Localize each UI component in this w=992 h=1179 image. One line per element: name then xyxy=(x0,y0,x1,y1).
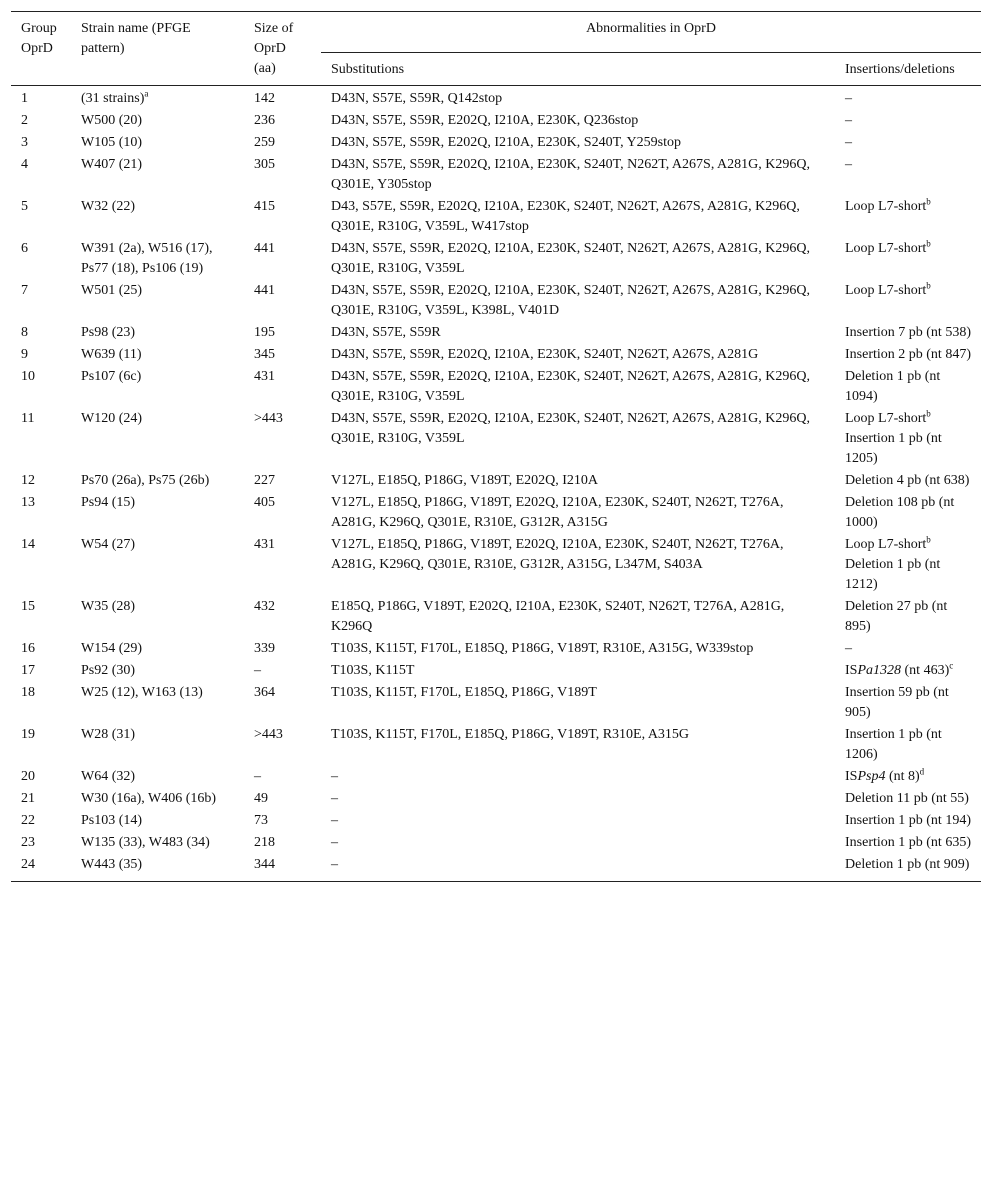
cell-size: 236 xyxy=(254,113,275,128)
cell-strain: W25 (12), W163 (13) xyxy=(81,685,203,700)
table-row xyxy=(11,238,981,280)
cell-group: 21 xyxy=(21,791,35,806)
cell-substitutions: V127L, E185Q, P186G, V189T, E202Q, I210A xyxy=(331,473,599,488)
cell-strain: Ps94 (15) xyxy=(81,495,136,510)
cell-strain: W154 (29) xyxy=(81,641,143,656)
footnote-marker: b xyxy=(926,238,931,249)
header-abnormalities: Abnormalities in OprD xyxy=(321,12,981,53)
cell-strain: W639 (11) xyxy=(81,347,142,362)
cell-substitutions: D43N, S57E, S59R, E202Q, I210A, E230K, S240T, N262T, A267S, A281G, K296Q, Q301E, R310G, V359L xyxy=(331,411,810,446)
cell-indel: Deletion 1 pb (nt 1094) xyxy=(845,369,941,404)
cell-strain: W120 (24) xyxy=(81,411,143,426)
table-row xyxy=(11,344,981,366)
cell-substitutions: D43N, S57E, S59R, E202Q, I210A, E230K, S240T, N262T, A267S, A281G, K296Q, Q301E, R310G, V359L xyxy=(331,369,810,404)
cell-substitutions: D43N, S57E, S59R, Q142stop xyxy=(331,91,503,106)
cell-strain: W30 (16a), W406 (16b) xyxy=(81,791,217,806)
table-row xyxy=(11,638,981,660)
table-row xyxy=(11,660,981,682)
cell-size: >443 xyxy=(254,411,283,426)
cell-substitutions: – xyxy=(331,813,338,828)
footnote-marker: b xyxy=(926,196,931,207)
cell-strain: W407 (21) xyxy=(81,157,143,172)
cell-substitutions: – xyxy=(331,769,338,784)
cell-size: 364 xyxy=(254,685,275,700)
cell-group: 15 xyxy=(21,599,35,614)
table-row xyxy=(11,832,981,854)
cell-size: 431 xyxy=(254,369,275,384)
cell-indel: Deletion 108 pb (nt 1000) xyxy=(845,495,955,530)
cell-size: 305 xyxy=(254,157,275,172)
cell-size: 195 xyxy=(254,325,275,340)
cell-substitutions: D43N, S57E, S59R xyxy=(331,325,441,340)
cell-substitutions: D43N, S57E, S59R, E202Q, I210A, E230K, S240T, N262T, A267S, A281G, K296Q, Q301E, R310G, V359L, K398L, V401D xyxy=(331,283,810,318)
cell-size: 218 xyxy=(254,835,275,850)
table-row xyxy=(11,322,981,344)
cell-group: 24 xyxy=(11,854,71,882)
cell-indel: – xyxy=(845,135,852,150)
cell-indel: Insertion 7 pb (nt 538) xyxy=(845,325,971,340)
cell-indel: Insertion 59 pb (nt 905) xyxy=(845,685,949,720)
cell-group: 23 xyxy=(21,835,35,850)
cell-strain: W64 (32) xyxy=(81,769,136,784)
cell-group: 19 xyxy=(21,727,35,742)
cell-substitutions: E185Q, P186G, V189T, E202Q, I210A, E230K, S240T, N262T, T276A, A281G, K296Q xyxy=(331,599,785,634)
cell-size: >443 xyxy=(254,727,283,742)
insertion-sequence-name: Psp4 xyxy=(857,769,886,784)
cell-substitutions: D43N, S57E, S59R, E202Q, I210A, E230K, S240T, N262T, A267S, A281G, K296Q, Q301E, R310G, V359L xyxy=(331,241,810,276)
cell-size: 49 xyxy=(254,791,268,806)
cell-size: 142 xyxy=(254,91,275,106)
table-row xyxy=(11,810,981,832)
cell-group: 10 xyxy=(21,369,35,384)
cell-substitutions: T103S, K115T, F170L, E185Q, P186G, V189T, R310E, A315G xyxy=(331,727,690,742)
header-strain: Strain name (PFGE pattern) xyxy=(71,12,244,86)
table-body xyxy=(11,86,981,882)
cell-strain: Ps103 (14) xyxy=(81,813,143,828)
footnote-marker: d xyxy=(919,766,925,777)
cell-size: 339 xyxy=(254,641,275,656)
footnote-marker: c xyxy=(949,660,954,671)
cell-strain: Ps70 (26a), Ps75 (26b) xyxy=(81,473,210,488)
cell-indel: Deletion 11 pb (nt 55) xyxy=(845,791,969,806)
cell-indel: ISPsp4 (nt 8)$^d$ xyxy=(845,766,925,784)
cell-substitutions: D43, S57E, S59R, E202Q, I210A, E230K, S240T, N262T, A267S, A281G, K296Q, Q301E, R310G, V359L, W417stop xyxy=(331,199,800,234)
cell-size: 441 xyxy=(254,241,275,256)
cell-strain: W105 (10) xyxy=(81,135,143,150)
cell-size: – xyxy=(254,663,261,678)
oprd-abnormalities-table-container xyxy=(11,11,981,882)
cell-substitutions: T103S, K115T xyxy=(331,663,415,678)
cell-group: 12 xyxy=(21,473,35,488)
cell-group: 9 xyxy=(21,347,28,362)
table-row xyxy=(11,766,981,788)
table-row xyxy=(11,280,981,322)
cell-group: 16 xyxy=(21,641,35,656)
cell-substitutions: T103S, K115T, F170L, E185Q, P186G, V189T, R310E, A315G, W339stop xyxy=(331,641,754,656)
cell-strain: W391 (2a), W516 (17), Ps77 (18), Ps106 (19) xyxy=(81,241,213,276)
cell-substitutions: D43N, S57E, S59R, E202Q, I210A, E230K, S240T, N262T, A267S, A281G xyxy=(331,347,759,362)
cell-group: 6 xyxy=(21,241,28,256)
cell-indel: Deletion 27 pb (nt 895) xyxy=(845,599,948,634)
cell-indel: Loop L7-short$^b$ xyxy=(845,196,931,214)
cell-substitutions: D43N, S57E, S59R, E202Q, I210A, E230K, S240T, N262T, A267S, A281G, K296Q, Q301E, Y305stop xyxy=(331,157,810,192)
cell-group: 14 xyxy=(21,537,35,552)
cell-strain: W501 (25) xyxy=(81,283,143,298)
table-row xyxy=(11,408,981,470)
cell-group: 5 xyxy=(21,199,28,214)
cell-indel: Loop L7-short$^b$ Deletion 1 pb (nt 1212) xyxy=(845,534,941,592)
cell-group: 22 xyxy=(21,813,35,828)
table-row xyxy=(11,86,981,111)
cell-group: 8 xyxy=(21,325,28,340)
cell-group: 4 xyxy=(21,157,28,172)
cell-indel: – xyxy=(845,113,852,128)
table-row xyxy=(11,534,981,596)
table-row xyxy=(11,154,981,196)
cell-strain: W443 (35) xyxy=(71,854,244,882)
cell-strain: W28 (31) xyxy=(81,727,136,742)
cell-group: 3 xyxy=(21,135,28,150)
cell-strain: W135 (33), W483 (34) xyxy=(81,835,210,850)
cell-size: 431 xyxy=(254,537,275,552)
cell-size: 259 xyxy=(254,135,275,150)
cell-indel: – xyxy=(845,157,852,172)
cell-strain: Ps98 (23) xyxy=(81,325,136,340)
table-row xyxy=(11,366,981,408)
table-row xyxy=(11,788,981,810)
header-size: Size of OprD (aa) xyxy=(244,12,321,86)
header-group: Group OprD xyxy=(11,12,71,86)
cell-substitutions: – xyxy=(331,791,338,806)
cell-group: 7 xyxy=(21,283,28,298)
cell-indel: ISPa1328 (nt 463)$^c$ xyxy=(845,660,954,678)
cell-group: 13 xyxy=(21,495,35,510)
table-row xyxy=(11,682,981,724)
cell-size: – xyxy=(254,769,261,784)
cell-size: 227 xyxy=(254,473,275,488)
cell-substitutions: – xyxy=(321,854,835,882)
cell-group: 18 xyxy=(21,685,35,700)
cell-strain: W32 (22) xyxy=(81,199,136,214)
header-substitutions: Substitutions xyxy=(321,52,835,85)
cell-indel: – xyxy=(845,91,852,106)
cell-strain: Ps107 (6c) xyxy=(81,369,142,384)
cell-substitutions: D43N, S57E, S59R, E202Q, I210A, E230K, S240T, Y259stop xyxy=(331,135,682,150)
cell-substitutions: V127L, E185Q, P186G, V189T, E202Q, I210A, E230K, S240T, N262T, T276A, A281G, K296Q, Q301E, R310E, G312R, A315G xyxy=(331,495,784,530)
cell-substitutions: – xyxy=(331,835,338,850)
cell-substitutions: T103S, K115T, F170L, E185Q, P186G, V189T xyxy=(331,685,597,700)
cell-strain: W54 (27) xyxy=(81,537,136,552)
cell-substitutions: V127L, E185Q, P186G, V189T, E202Q, I210A, E230K, S240T, N262T, T276A, A281G, K296Q, Q301E, R310E, G312R, A315G, L347M, S403A xyxy=(331,537,784,572)
cell-indel: Insertion 1 pb (nt 635) xyxy=(845,835,971,850)
cell-indel: – xyxy=(845,641,852,656)
cell-size: 441 xyxy=(254,283,275,298)
cell-group: 2 xyxy=(21,113,28,128)
table-row xyxy=(11,492,981,534)
oprd-abnormalities-table xyxy=(11,11,981,882)
cell-size: 73 xyxy=(254,813,268,828)
table-row xyxy=(11,596,981,638)
cell-indel: Loop L7-short$^b$ Insertion 1 pb (nt 1205) xyxy=(845,408,942,466)
cell-indel: Loop L7-short$^b$ xyxy=(845,238,931,256)
footnote-marker: b xyxy=(926,534,931,545)
table-row xyxy=(11,132,981,154)
table-header xyxy=(11,12,981,86)
cell-substitutions: D43N, S57E, S59R, E202Q, I210A, E230K, Q236stop xyxy=(331,113,639,128)
table-row xyxy=(11,196,981,238)
footnote-marker: a xyxy=(144,88,149,99)
cell-size: 345 xyxy=(254,347,275,362)
table-row xyxy=(11,470,981,492)
cell-indel: Insertion 1 pb (nt 194) xyxy=(845,813,971,828)
cell-group: 20 xyxy=(21,769,35,784)
footnote-marker: b xyxy=(926,408,931,419)
table-row xyxy=(11,110,981,132)
cell-size: 344 xyxy=(244,854,321,882)
cell-group: 1 xyxy=(21,91,28,106)
cell-indel: Loop L7-short$^b$ xyxy=(845,280,931,298)
cell-indel: Insertion 1 pb (nt 1206) xyxy=(845,727,942,762)
cell-size: 432 xyxy=(254,599,275,614)
table-row xyxy=(11,854,981,882)
cell-group: 11 xyxy=(21,411,35,426)
footnote-marker: b xyxy=(926,280,931,291)
cell-indel: Deletion 4 pb (nt 638) xyxy=(845,473,970,488)
cell-strain: W500 (20) xyxy=(81,113,143,128)
cell-strain: (31 strains)$^a$ xyxy=(81,88,149,106)
insertion-sequence-name: Pa1328 xyxy=(857,663,902,678)
table-row xyxy=(11,724,981,766)
cell-size: 405 xyxy=(254,495,275,510)
cell-strain: Ps92 (30) xyxy=(81,663,136,678)
header-indels: Insertions/deletions xyxy=(835,52,981,85)
cell-indel: Insertion 2 pb (nt 847) xyxy=(845,347,971,362)
cell-size: 415 xyxy=(254,199,275,214)
cell-strain: W35 (28) xyxy=(81,599,136,614)
cell-group: 17 xyxy=(21,663,35,678)
cell-indel: Deletion 1 pb (nt 909) xyxy=(835,854,981,882)
